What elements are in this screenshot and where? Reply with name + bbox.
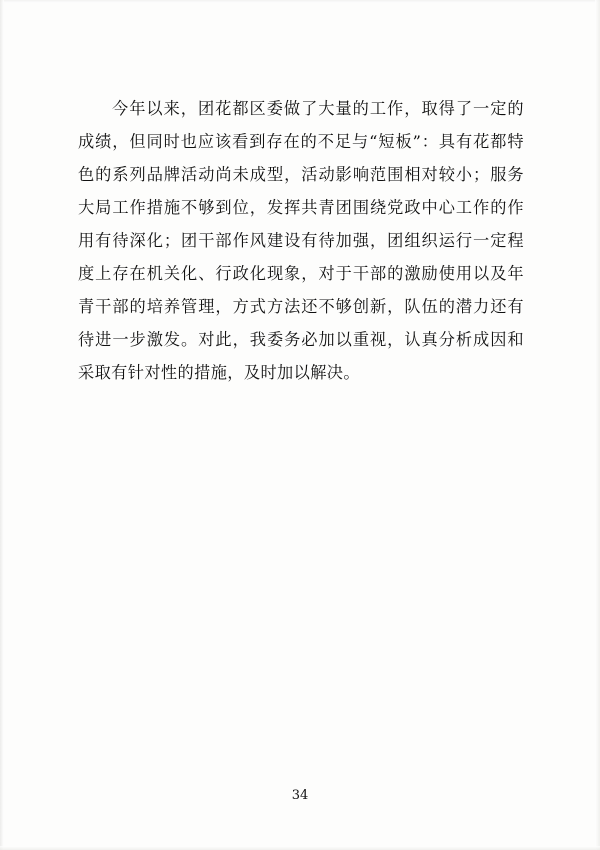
body-paragraph: 今年以来，团花都区委做了大量的工作，取得了一定的成绩，但同时也应该看到存在的不足与“短板”：具有花都特色的系列品牌活动尚未成型，活动影响范围相对较小；服务大局工作措施不够到位，发挥共青团围绕党政中心工作的作用有待深化；团干部作风建设有待加强，团组织运行一定程度上存在机关化、行政化现象，对于干部的激励使用以及年青干部的培养管理，方式方法还不够创新，队伍的潜力还有待进一步激发。对此，我委务必加以重视，认真分析成因和采取有针对性的措施，及时加以解决。	[78, 99, 524, 383]
page-edge-right	[595, 0, 600, 850]
page-edge-bottom	[0, 846, 600, 850]
page-edge-left	[0, 0, 4, 850]
page-number: 34	[291, 788, 309, 803]
page-edge-top	[0, 0, 600, 3]
page-body	[78, 76, 524, 405]
